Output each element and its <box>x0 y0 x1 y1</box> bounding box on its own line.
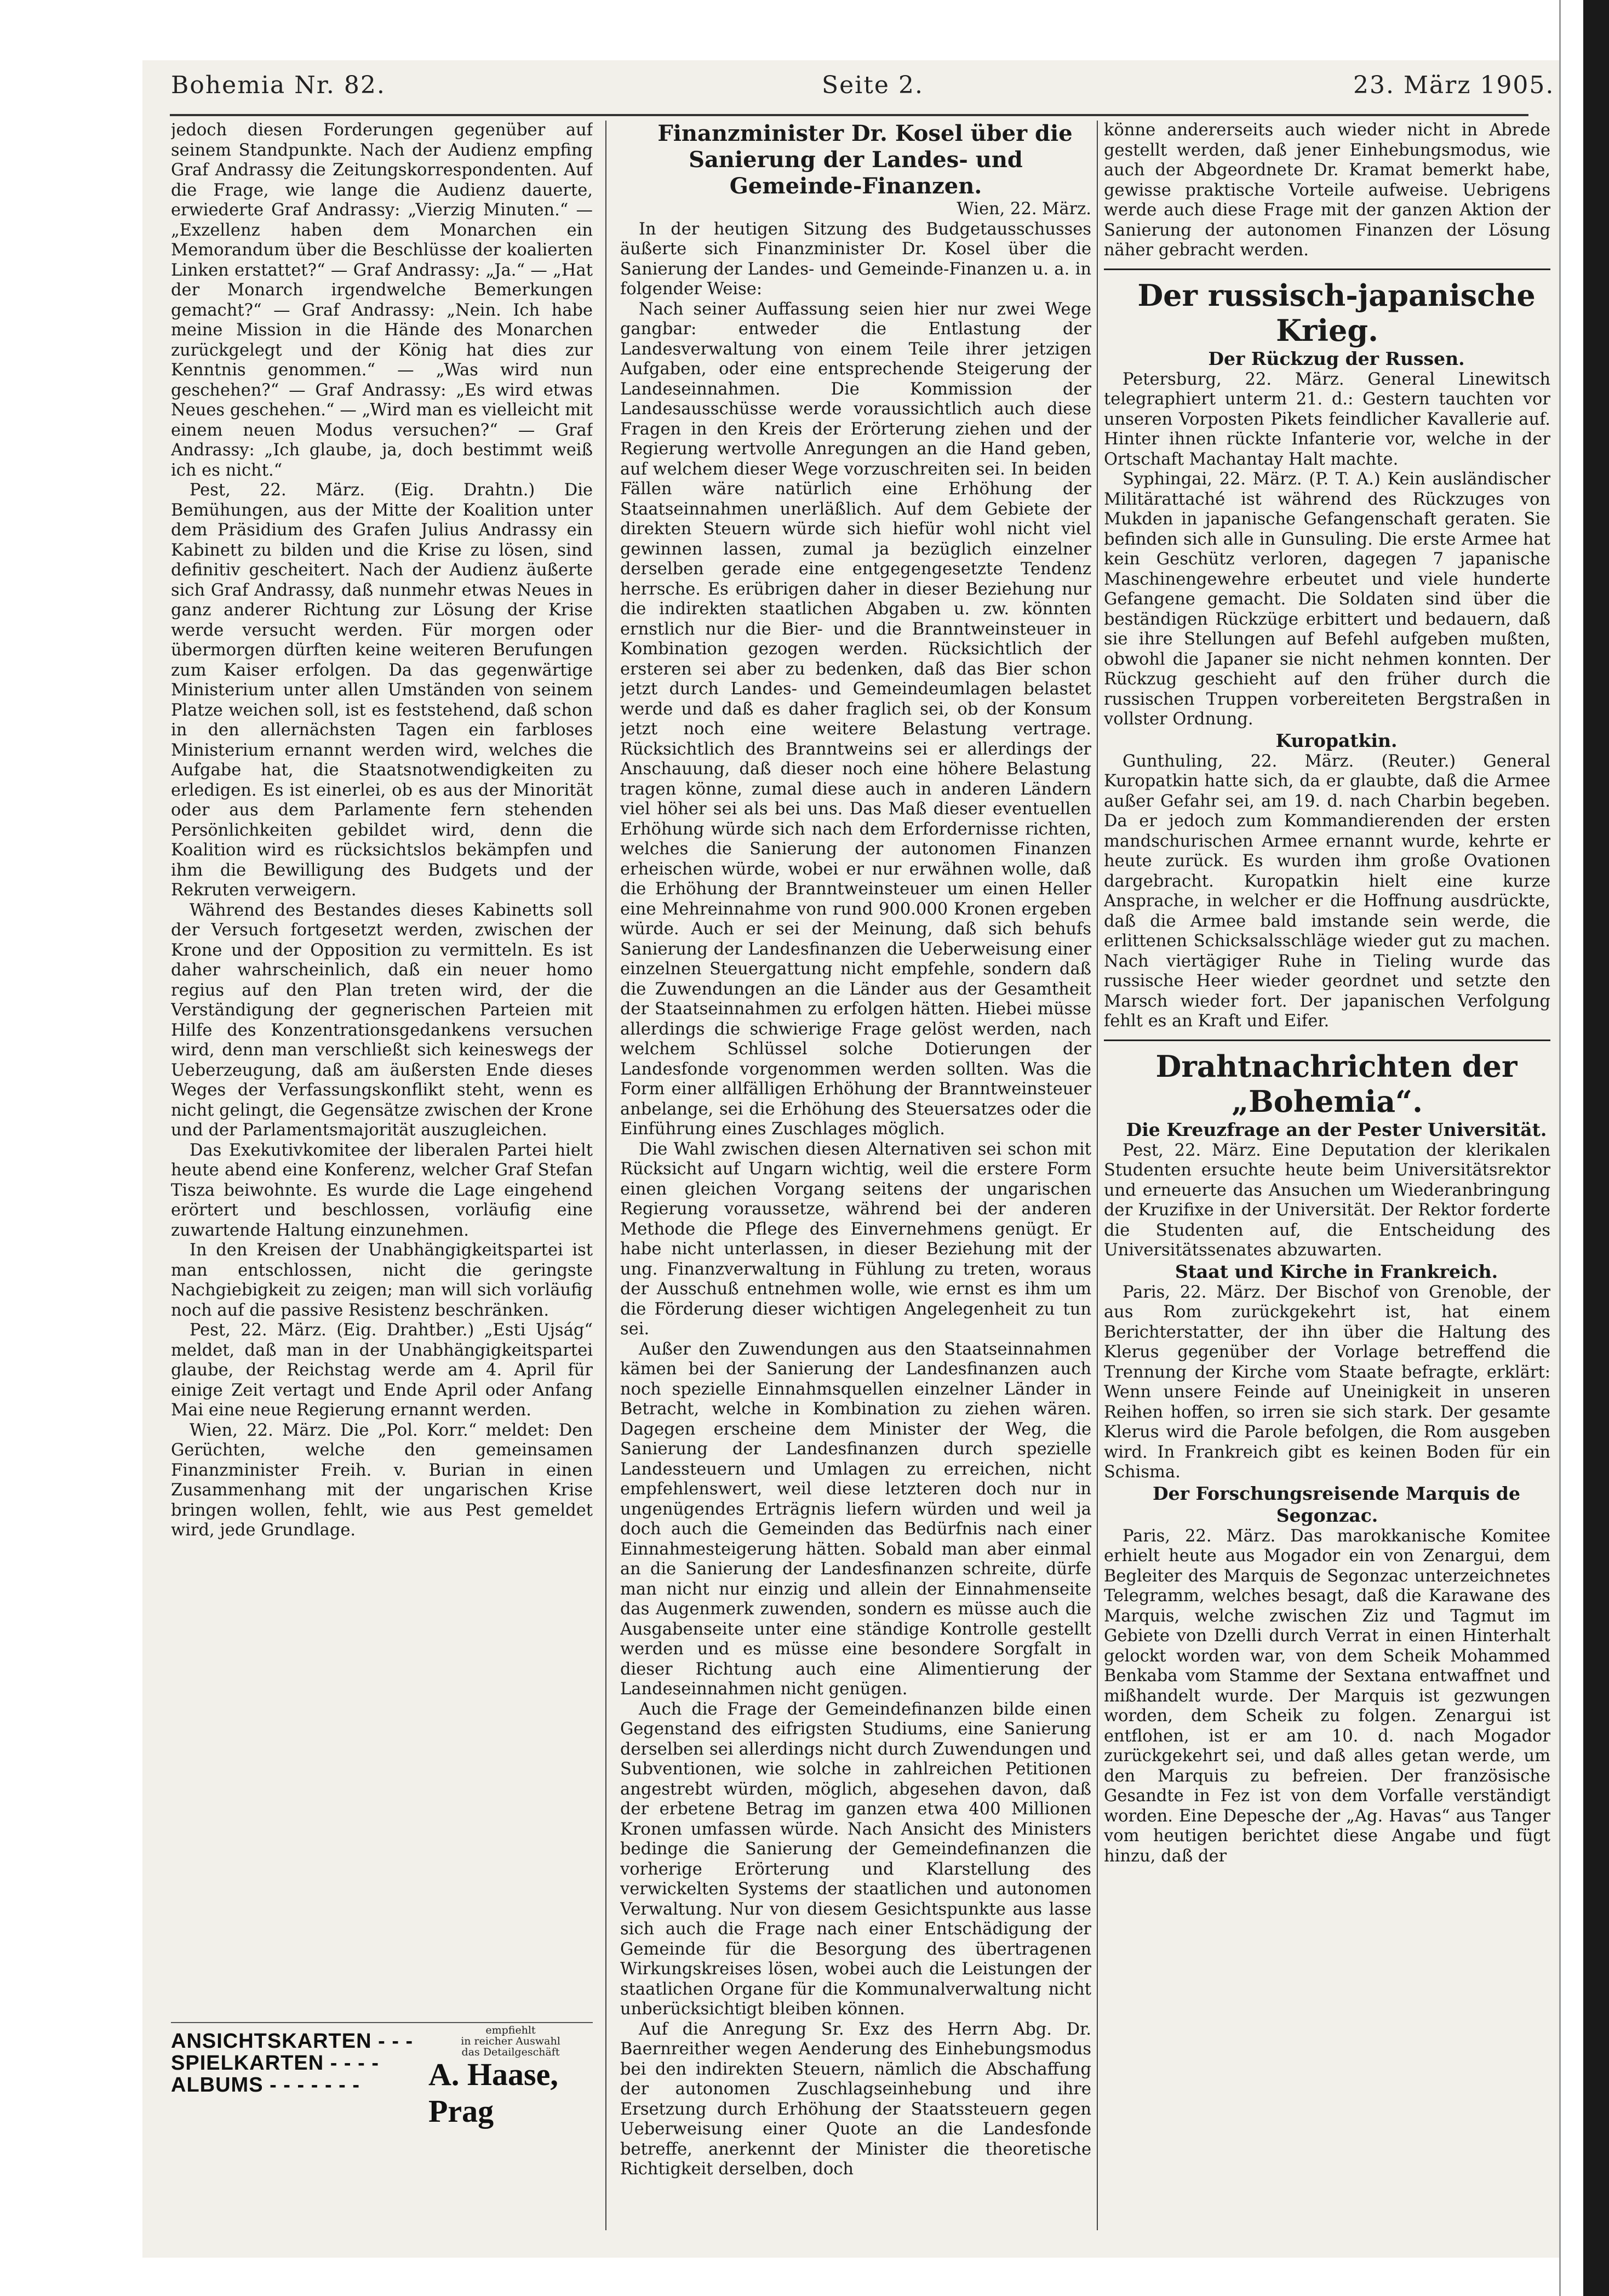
ad-note-2: in reicher Auswahl <box>461 2035 560 2047</box>
col1-paragraph: Wien, 22. März. Die „Pol. Korr.“ meldet: Den Gerüchten, welche den gemeinsamen Finanzminister Freih. v. Burian in einen Zusammenhang mit der ungarischen Krise bringen wollen, fehlt, wie aus Pest gemeldet wird, jede Grundlage. <box>171 1420 593 1540</box>
subheading: Die Kreuzfrage an der Pester Universität. <box>1126 1118 1547 1140</box>
col3-paragraph: Paris, 22. März. Das marokkanische Komitee erhielt heute aus Mogador ein von Zenargui, dem Begleiter des Marquis de Segonzac unterzeichnetes Telegramm, welches besagt, daß die Karawane des Marquis, welche zwischen Ziz und Tagmut im Gebiete von Dzelli durch Verrat in einen Hinterhalt gelockt worden war, von dem Scheik Mohammed Benkaba vom Stamme der Sextana entwaffnet und mißhandelt wurde. Der Marquis ist gezwungen worden, dem Scheik zu folgen. Zenargui ist entflohen, ist er am 10. d. nach Mogador zurückgekehrt sei, und daß alles getan werde, um den Marquis zu befreien. Der französische Gesandte in Fez ist von dem Vorfalle verständigt worden. Eine Depesche der „Ag. Havas“ aus Tanger vom heutigen berichtet diese Angabe und fügt hinzu, daß der <box>1104 1526 1550 1866</box>
subheading: Der Rückzug der Russen. <box>1208 347 1465 369</box>
col3-paragraph: Gunthuling, 22. März. (Reuter.) General Kuropatkin hatte sich, da er glaubte, daß die Armee außer Gefahr sei, am 19. d. nach Charbin begeben. Da er jedoch zum Kommandierenden der ersten mandschurischen Armee ernannt wurde, kehrte er heute zurück. Es wurden ihm große Ovationen dargebracht. Kuropatkin hielt eine kurze Ansprache, in welcher er die Hoffnung ausdrückte, daß die Armee bald imstande sein werde, die erlittenen Schicksalsschläge wieder gut zu machen. Nach viertägiger Ruhe in Tieling wurde das russische Heer wieder geordnet und setzte den Marsch wieder fort. Der japanischen Verfolgung fehlt es an Kraft und Eifer. <box>1104 751 1550 1031</box>
col2-paragraph: Nach seiner Auffassung seien hier nur zwei Wege gangbar: entweder die Entlastung der Landesverwaltung von einem Teile ihrer jetzigen Aufgaben, oder eine entsprechende Steigerung der Landeseinnahmen. Die Kommission der Landesausschüsse werde voraussichtlich auch diese Fragen in den Kreis der Erörterung ziehen und der Regierung wertvolle Anregungen an die Hand geben, auf welchem dieser Wege vorzuschreiten sei. In beiden Fällen wäre natürlich eine Erhöhung der Staatseinnahmen unerläßlich. Auf dem Gebiete der direkten Steuern würde sich hiefür wohl nicht viel gewinnen lassen, zumal ja bezüglich einzelner derselben gerade eine entgegengesetzte Tendenz herrsche. Es erübrigen daher in dieser Beziehung nur die indirekten staatlichen Abgaben u. zw. könnten ernstlich nur die Bier- und die Branntweinsteuer in Kombination gezogen werden. Rücksichtlich der ersteren sei aber zu bedenken, daß das Bier schon jetzt durch Landes- und Gemeindeumlagen belastet werde und daß es daher fraglich sei, ob der Konsum jetzt noch eine weitere Belastung vertrage. Rücksichtlich des Branntweins sei er allerdings der Anschauung, daß dieser noch eine höhere Belastung tragen könne, zumal diese auch in anderen Ländern viel höher sei als bei uns. Das Maß dieser eventuellen Erhöhung würde sich nach dem Erfordernisse richten, welches die Sanierung der autonomen Finanzen erheischen würde, wobei er nur erwähnen wolle, daß die Erhöhung der Branntweinsteuer um einen Heller eine Mehreinnahme von rund 900.000 Kronen ergeben würde. Auch er sei der Meinung, daß sich behufs Sanierung der Landesfinanzen die Ueberweisung einer einzelnen Steuergattung nicht empfehle, sondern daß die Zuwendungen an die Länder aus der Gesamtheit der Staatseinnahmen zu erfolgen hätten. Hiebei müsse allerdings die schwierige Frage gelöst werden, nach welchem Schlüssel solche Dotierungen der Landesfonde vorgenommen werden sollten. Was die Form einer allfälligen Erhöhung der Branntweinsteuer anbelange, sei die Erhöhung des Steuersatzes oder die Einführung eines Zuschlages möglich. <box>620 299 1091 1139</box>
column-1 <box>171 121 593 2082</box>
header-left: Bohemia Nr. 82. <box>171 71 386 99</box>
scan-edge-bar <box>1583 0 1609 2296</box>
ad-line-1: ANSICHTSKARTEN - - - <box>171 2030 414 2053</box>
col2-paragraph: Auf die Anregung Sr. Exz des Herrn Abg. Dr. Baernreither wegen Aenderung des Einhebungsmodus bei den indirekten Steuern, nämlich die Abschaffung der autonomen Zuschlagseinhebung und ihre Ersetzung durch Erhöhung der Staatssteuern gegen Ueberweisung einer Quote an die Landesfonde betreffe, anerkennt der Minister die theoretische Richtigkeit derselben, doch <box>620 2019 1091 2179</box>
col1-paragraph: In den Kreisen der Unabhängigkeitspartei ist man entschlossen, nicht die geringste Nachgiebigkeit zu zeigen; man will sich vorläufig noch auf die passive Resistenz beschränken. <box>171 1241 593 1320</box>
header-rule <box>170 114 1528 116</box>
col1-paragraph: Während des Bestandes dieses Kabinetts soll der Versuch fortgesetzt werden, zwischen der Krone und der Opposition zu vermitteln. Es ist daher wahrscheinlich, daß ein neuer homo regius auf den Plan treten wird, der die Verständigung der gegnerischen Parteien mit Hilfe des Konzentrationsgedankens versuchen wird, denn man verschließt sich keineswegs der Ueberzeugung, daß am äußersten Ende dieses Weges der Verfassungskonflikt steht, wenn es nicht gelingt, die Gegensätze zwischen der Krone und der Parlamentsmajorität auszugleichen. <box>171 900 593 1140</box>
col3-paragraph: Syphingai, 22. März. (P. T. A.) Kein ausländischer Militärattaché ist während des Rückzuges von Mukden in japanische Gefangenschaft geraten. Sie befinden sich alle in Gunsuling. Die erste Armee hat kein Geschütz verloren, dagegen 7 japanische Maschinengewehre erbeutet und viele hunderte Gefangene gemacht. Die Soldaten sind über die beständigen Rückzüge erbittert und bedauern, daß sie ihre Stellungen auf Befehl aufgeben mußten, obwohl die Japaner sie nicht nehmen konnten. Der Rückzug geschieht auf den früher durch die russischen Truppen vorbereiteten Bergstraßen in vollster Ordnung. <box>1104 470 1550 729</box>
col3-paragraph: Paris, 22. März. Der Bischof von Grenoble, der aus Rom zurückgekehrt ist, hat einem Berichterstatter, der ihn über die Haltung des Klerus gegenüber der Vorlage betreffend die Trennung der Kirche vom Staate befragte, erklärt: Wenn unsere Feinde auf Uneinigkeit in unseren Reihen hoffen, so irren sie sich stark. Der gesamte Klerus wird die Parole befolgen, die Rom ausgeben wird. In Frankreich gibt es keinen Boden für ein Schisma. <box>1104 1282 1550 1482</box>
header-center: Seite 2. <box>822 71 924 99</box>
section-rule <box>1104 269 1550 270</box>
advertisement <box>171 2022 593 2129</box>
ad-rule <box>171 2022 593 2023</box>
subheading: Der Forschungsreisende Marquis de Segonzac. <box>1153 1482 1520 1526</box>
ad-line-2: SPIELKARTEN - - - - <box>171 2052 379 2075</box>
ad-line-3: ALBUMS - - - - - - - <box>171 2074 360 2097</box>
col3-paragraph: Pest, 22. März. Eine Deputation der klerikalen Studenten ersuchte heute beim Universitätsrektor und erneuerte das Ansuchen um Wiederanbringung der Kruzifixe in der Universität. Der Rektor forderte die Studenten auf, die Entscheidung des Universitätssenates abzuwarten. <box>1104 1140 1550 1260</box>
section-rule <box>1104 1040 1550 1041</box>
column-separator-1 <box>605 121 606 2230</box>
header-right: 23. März 1905. <box>1353 71 1555 99</box>
col2-paragraph: In der heutigen Sitzung des Budgetausschusses äußerte sich Finanzminister Dr. Kosel über die Sanierung der Landes- und Gemeinde-Finanzen u. a. in folgender Weise: <box>620 219 1091 299</box>
section-title-telegrams: Drahtnachrichten der „Bohemia“. <box>1155 1048 1518 1119</box>
subheading: Kuropatkin. <box>1275 729 1398 751</box>
section-title-war: Der russisch-japanische Krieg. <box>1137 277 1536 348</box>
col3-paragraph: könne andererseits auch wieder nicht in Abrede gestellt werden, daß jener Einhebungsmodus, wie auch der Abgeordnete Dr. Kramat bemerkt habe, gewisse praktische Vorteile aufweise. Uebrigens werde auch diese Frage mit der ganzen Aktion der Sanierung der autonomen Finanzen der Lösung näher gebracht werden. <box>1104 121 1550 260</box>
col3-paragraph: Petersburg, 22. März. General Linewitsch telegraphiert unterm 21. d.: Gestern tauchten vor unseren Vorposten Pikets feindlicher Kavallerie auf. Hinter ihnen rückte Infanterie vor, welche in der Ortschaft Machantay Halt machte. <box>1104 369 1550 469</box>
column-separator-2 <box>1097 121 1098 2230</box>
col2-paragraph: Die Wahl zwischen diesen Alternativen sei schon mit Rücksicht auf Ungarn wichtig, weil die erstere Form einen gleichen Vorgang seitens der ungarischen Regierung voraussetze, während bei der anderen Methode die Pflege des Einvernehmens genügt. Er habe nicht unterlassen, in dieser Beziehung mit der ung. Finanzverwaltung in Fühlung zu treten, woraus der Ausschuß entnehmen wolle, wie ernst es ihm um die Förderung dieser wichtigen Angelegenheit zu tun sei. <box>620 1139 1091 1339</box>
column-3 <box>1104 121 1550 2230</box>
subheading: Staat und Kirche in Frankreich. <box>1175 1260 1498 1282</box>
col1-paragraph: Pest, 22. März. (Eig. Drahtber.) „Esti Ujság“ meldet, daß man in der Unabhängigkeitspartei glaube, der Reichstag werde am 4. April für einige Zeit vertagt und Ende April oder Anfang Mai eine neue Regierung ernannt werden. <box>171 1321 593 1420</box>
col2-paragraph: Auch die Frage der Gemeindefinanzen bilde einen Gegenstand des eifrigsten Studiums, eine Sanierung derselben sei allerdings nicht durch Zuwendungen und Subventionen, wie solche in zahlreichen Petitionen angestrebt würden, möglich, abgesehen davon, daß der erbetene Betrag im ganzen etwa 400 Millionen Kronen umfassen würde. Nach Ansicht des Ministers bedinge die Sanierung der Gemeindefinanzen die vorherige Erörterung und Klarstellung des verwickelten Systems der staatlichen und autonomen Verwaltung. Nur von diesem Gesichtspunkte aus lasse sich auch die Frage nach einer Entschädigung der Gemeinde für die Besorgung des übertragenen Wirkungskreises lösen, wobei auch die Leistungen der staatlichen Organe für die Kommunalverwaltung nicht unberücksichtigt bleiben können. <box>620 1699 1091 2019</box>
ad-brand: A. Haase, Prag <box>428 2057 558 2129</box>
dateline: Wien, 22. März. <box>957 199 1091 219</box>
ad-note-3: das Detailgeschäft <box>461 2046 560 2058</box>
col1-paragraph: Pest, 22. März. (Eig. Drahtn.) Die Bemühungen, aus der Mitte der Koalition unter dem Präsidium des Grafen Julius Andrassy ein Kabinett zu bilden und die Krise zu lösen, sind definitiv gescheitert. Nach der Audienz äußerte sich Graf Andrassy, daß nunmehr etwas Neues in ganz anderer Richtung zur Lösung der Krise werde versucht werden. Für morgen oder übermorgen dürften keine weiteren Berufungen zum Kaiser erfolgen. Da das gegenwärtige Ministerium unter allen Umständen von seinem Platze weichen soll, ist es feststehend, daß schon in den allernächsten Tagen ein farbloses Ministerium ernannt werden wird, welches die Aufgabe hat, die Staatsnotwendigkeiten zu erledigen. Es ist einerlei, ob es aus der Minorität oder aus dem Parlamente fern stehenden Persönlichkeiten gebildet wird, denn die Koalition wird es rücksichtslos bekämpfen und ihm die Bewilligung des Budgets und der Rekruten verweigern. <box>171 481 593 900</box>
ad-note-1: empfiehlt <box>485 2024 536 2036</box>
column-2 <box>620 121 1091 2236</box>
scan-edge-line <box>1559 0 1561 2296</box>
col1-paragraph: jedoch diesen Forderungen gegenüber auf seinem Standpunkte. Nach der Audienz empfing Graf Andrassy die Zeitungskorrespondenten. Auf die Frage, wie lange die Audienz dauerte, erwiederte Graf Andrassy: „Vierzig Minuten.“ — „Exzellenz haben dem Monarchen ein Memorandum über die Beschlüsse der koalierten Linken erstattet?“ — Graf Andrassy: „Ja.“ — „Hat der Monarch irgendwelche Bemerkungen gemacht?“ — Graf Andrassy: „Nein. Ich habe meine Mission in die Hände des Monarchen zurückgelegt und der König hat dies zur Kenntnis genommen.“ — „Was wird nun geschehen?“ — Graf Andrassy: „Es wird etwas Neues geschehen.“ — „Wird man es vielleicht mit einem neuen Modus versuchen?“ — Graf Andrassy: „Ich glaube, ja, doch bestimmt weiß ich es nicht.“ <box>171 121 593 480</box>
col2-paragraph: Außer den Zuwendungen aus den Staatseinnahmen kämen bei der Sanierung der Landesfinanzen auch noch spezielle Einnahmsquellen einzelner Länder in Betracht, welche in Kombination zu ziehen wären. Dagegen erscheine dem Minister der Weg, die Sanierung der Landesfinanzen durch spezielle Landessteuern und Umlagen zu erreichen, nicht empfehlenswert, weil diese letzteren doch nur in ungenügendes Erträgnis liefern würden und weil ja doch auch die Gemeinden das Bedürfnis nach einer Einnahmesteigerung hätten. Sobald man aber einmal an die Sanierung der Landesfinanzen schreite, dürfe man nicht nur einzig und allein der Einnahmenseite das Augenmerk zuwenden, sondern es müsse auch die Ausgabenseite unter eine ständige Kontrolle gestellt werden und es müsse eine besondere Sorgfalt in dieser Richtung auch eine Alimentierung der Landeseinnahmen nicht genügen. <box>620 1339 1091 1699</box>
col1-paragraph: Das Exekutivkomitee der liberalen Partei hielt heute abend eine Konferenz, welcher Graf Stefan Tisza beiwohnte. Es wurde die Lage eingehend erörtert und beschlossen, vorläufig eine zuwartende Haltung einzunehmen. <box>171 1140 593 1240</box>
article-title: Finanzminister Dr. Kosel über die Sanierung der Landes- und Gemeinde-Finanzen. <box>657 121 1073 199</box>
